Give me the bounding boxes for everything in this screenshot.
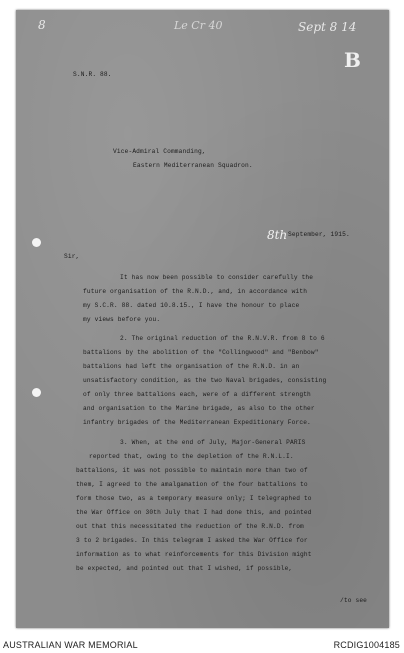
- body-line: reported that, owing to the depletion of the R.N.L.I.: [89, 453, 294, 460]
- annotation-top-right: Sept 8 14: [298, 20, 357, 34]
- body-line: battalions had left the organisation of the R.N.D. in an: [83, 363, 300, 370]
- body-line: infantry brigades of the Mediterranean Expeditionary Force.: [83, 419, 311, 426]
- continuation-note: /to see: [340, 597, 368, 604]
- body-line: and organisation to the Marine brigade, as also to the other: [83, 405, 315, 412]
- body-line: information as to what reinforcements for this Division might: [76, 551, 312, 558]
- body-line: out that this necessitated the reduction of the R.N.D. from: [76, 523, 304, 530]
- addressee-line-1: Vice-Admiral Commanding,: [113, 148, 206, 155]
- body-line: form those two, as a temporary measure only; I telegraphed to: [76, 495, 312, 502]
- body-line: my views before you.: [83, 316, 161, 323]
- annotation-top-left: 8: [38, 18, 46, 32]
- body-line: battalions, it was not possible to maintain more than two of: [76, 467, 308, 474]
- institution-name: AUSTRALIAN WAR MEMORIAL: [3, 640, 138, 650]
- body-line: the War Office on 30th July that I had done this, and pointed: [76, 509, 312, 516]
- document-page: [16, 10, 389, 628]
- punch-hole-bottom: [32, 388, 41, 397]
- date-number: 8th: [267, 228, 288, 242]
- body-line: them, I agreed to the amalgamation of the four battalions to: [76, 481, 308, 488]
- body-line: battalions by the abolition of the "Collingwood" and "Benbow": [83, 349, 319, 356]
- body-line: It has now been possible to consider carefully the: [120, 274, 314, 281]
- body-line: 3. When, at the end of July, Major-General PARIS: [120, 439, 306, 446]
- punch-hole-top: [32, 238, 41, 247]
- body-line: 2. The original reduction of the R.N.V.R. from 8 to 6: [120, 335, 325, 342]
- letter-reference: S.N.R. 88.: [73, 71, 112, 78]
- salutation: Sir,: [64, 253, 80, 260]
- body-line: my S.C.R. 88. dated 10.8.15., I have the honour to place: [83, 302, 300, 309]
- body-line: of only three battalions each, were of a different strength: [83, 391, 311, 398]
- body-line: 3 to 2 brigades. In this telegram I asked the War Office for: [76, 537, 308, 544]
- body-line: unsatisfactory condition, as the two Naval brigades, consisting: [83, 377, 327, 384]
- annotation-top-center: Le Cr 40: [174, 19, 223, 32]
- letter-date: September, 1915.: [288, 231, 350, 238]
- addressee-line-2: Eastern Mediterranean Squadron.: [133, 162, 253, 169]
- body-line: be expected, and pointed out that I wished, if possible,: [76, 565, 293, 572]
- record-id: RCDIG1004185: [333, 640, 400, 650]
- body-line: future organisation of the R.N.D., and, in accordance with: [83, 288, 308, 295]
- annotation-corner-mark: B: [344, 48, 361, 72]
